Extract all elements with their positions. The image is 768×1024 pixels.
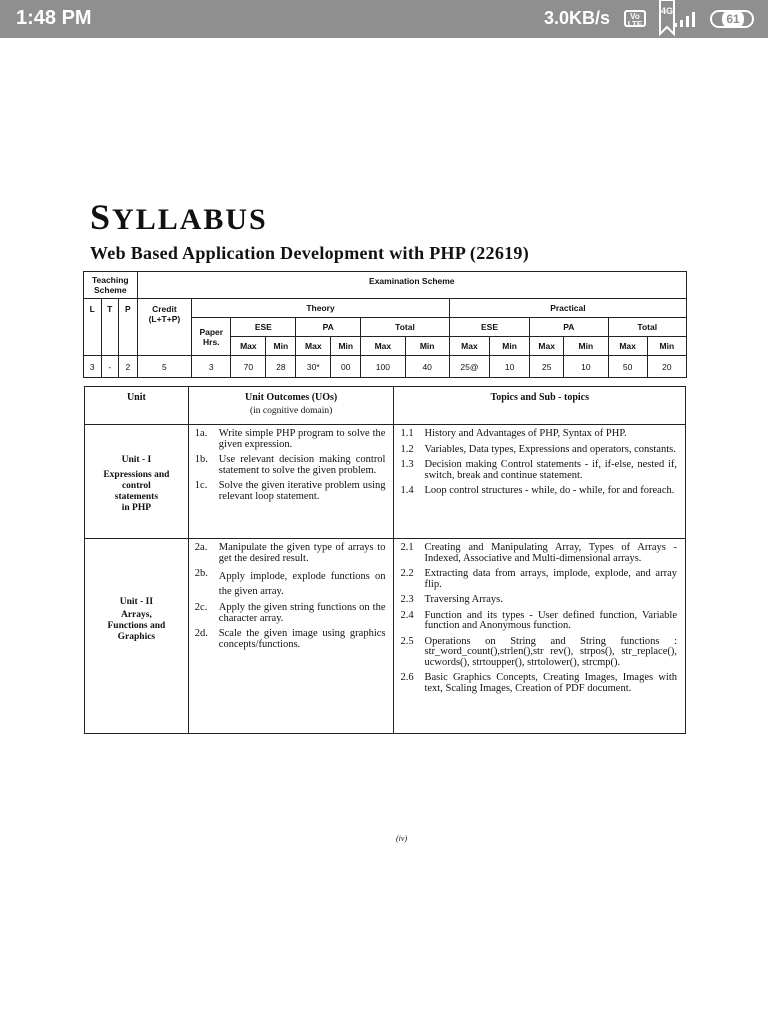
page-title bbox=[90, 196, 268, 238]
scheme-table bbox=[83, 271, 687, 378]
unit-column-header bbox=[85, 387, 189, 425]
scheme-value: 30* bbox=[296, 356, 331, 378]
topic-number: 2.1 bbox=[400, 542, 414, 553]
theory-header: Theory bbox=[192, 299, 450, 318]
unit-name-line: Graphics bbox=[117, 632, 156, 642]
outcome-number: 2d. bbox=[194, 628, 208, 639]
unit-name-line: Unit - I bbox=[121, 455, 152, 465]
outcome-number: 1b. bbox=[194, 454, 208, 465]
scheme-value: 20 bbox=[647, 356, 686, 378]
topic-text: Loop control structures - while, do - while, for and foreach. bbox=[424, 485, 675, 496]
scheme-value: 3 bbox=[84, 356, 102, 378]
scheme-value: 3 bbox=[192, 356, 231, 378]
outcome-number: 1c. bbox=[194, 480, 208, 491]
topics-header-label: Topics and Sub - topics bbox=[490, 392, 590, 403]
list-item bbox=[189, 569, 394, 599]
col-P: P bbox=[119, 299, 138, 356]
min-header: Min bbox=[405, 337, 449, 356]
topic-number: 2.6 bbox=[400, 672, 414, 683]
unit-name-cell bbox=[85, 539, 189, 734]
scheme-value: 10 bbox=[564, 356, 608, 378]
outcome-number: 2a. bbox=[194, 542, 208, 553]
list-item bbox=[394, 543, 685, 564]
unit-name-line: statements bbox=[114, 492, 159, 502]
max-header: Max bbox=[231, 337, 266, 356]
topic-number: 2.2 bbox=[400, 568, 414, 579]
topic-text: Operations on String and String functions : str_word_count(),strlen(),str rev(), strpos(), str_replace(), ucwords(), strtoupper(), strtolower(), strcmp(). bbox=[424, 635, 677, 668]
scheme-values-row bbox=[84, 356, 687, 378]
max-header: Max bbox=[449, 337, 489, 356]
outcome-text: Write simple PHP program to solve the given expression. bbox=[218, 428, 386, 450]
max-header: Max bbox=[608, 337, 647, 356]
outcome-number: 1a. bbox=[194, 428, 208, 439]
scheme-value: 00 bbox=[331, 356, 361, 378]
min-header: Min bbox=[647, 337, 686, 356]
outcome-text: Use relevant decision making control statement to solve the given problem. bbox=[218, 454, 386, 476]
topic-text: Basic Graphics Concepts, Creating Images, Images with text, Scaling Images, Creation of PDF document. bbox=[424, 672, 677, 694]
practical-pa: PA bbox=[530, 318, 608, 337]
outcomes-cell bbox=[188, 539, 394, 734]
topic-number: 1.1 bbox=[400, 428, 414, 439]
outcome-text: Manipulate the given type of arrays to get the desired result. bbox=[218, 542, 386, 564]
theory-ese: ESE bbox=[231, 318, 296, 337]
list-item bbox=[394, 445, 685, 456]
list-item bbox=[394, 637, 685, 669]
min-header: Min bbox=[266, 337, 296, 356]
list-item bbox=[189, 455, 394, 476]
scheme-value: 28 bbox=[266, 356, 296, 378]
volte-icon: Vo LTE bbox=[624, 10, 646, 27]
topics-cell bbox=[394, 539, 686, 734]
list-item bbox=[394, 486, 685, 497]
unit-name-cell bbox=[85, 425, 189, 539]
network-type: 4G bbox=[661, 6, 674, 16]
outcome-number: 2b. bbox=[194, 568, 208, 579]
scheme-value: 10 bbox=[490, 356, 530, 378]
topic-number: 2.3 bbox=[400, 594, 414, 605]
topic-number: 2.4 bbox=[400, 609, 414, 621]
scheme-value: 40 bbox=[405, 356, 449, 378]
page-number: (iv) bbox=[396, 834, 408, 843]
col-T: T bbox=[101, 299, 119, 356]
max-header: Max bbox=[296, 337, 331, 356]
practical-total: Total bbox=[608, 318, 686, 337]
unit-name-line: control bbox=[121, 481, 151, 491]
theory-total: Total bbox=[361, 318, 450, 337]
practical-header: Practical bbox=[449, 299, 686, 318]
scheme-value: 2 bbox=[119, 356, 138, 378]
topic-text: Extracting data from arrays, implode, explode, and array flip. bbox=[424, 568, 677, 590]
status-time: 1:48 PM bbox=[16, 7, 92, 29]
examination-scheme-header: Examination Scheme bbox=[137, 272, 686, 299]
topic-text: Creating and Manipulating Array, Types of Arrays - Indexed, Associative and Multi-dimensional arrays. bbox=[424, 542, 677, 564]
col-L: L bbox=[84, 299, 102, 356]
list-item bbox=[394, 595, 685, 606]
scheme-value: - bbox=[101, 356, 119, 378]
scheme-value: 25@ bbox=[449, 356, 489, 378]
outcome-text: Apply implode, explode functions on the given array. bbox=[218, 571, 386, 597]
outcome-text: Solve the given iterative problem using relevant loop statement. bbox=[218, 480, 386, 502]
list-item bbox=[394, 569, 685, 590]
topic-text: Variables, Data types, Expressions and operators, constants. bbox=[424, 443, 676, 455]
table-row bbox=[85, 539, 686, 734]
unit-header-label: Unit bbox=[126, 392, 146, 403]
scheme-value: 5 bbox=[137, 356, 192, 378]
paper-hrs-header: Paper Hrs. bbox=[192, 318, 231, 356]
list-item bbox=[394, 673, 685, 694]
list-item bbox=[394, 460, 685, 481]
table-row bbox=[85, 425, 686, 539]
topic-number: 1.4 bbox=[400, 485, 414, 496]
unit-name-line: Expressions and bbox=[103, 470, 170, 480]
network-speed: 3.0KB/s bbox=[544, 8, 611, 28]
min-header: Min bbox=[331, 337, 361, 356]
list-item bbox=[394, 429, 685, 440]
outcome-text: Apply the given string functions on the character array. bbox=[218, 602, 386, 624]
unit-name-line: Arrays, bbox=[120, 610, 152, 620]
min-header: Min bbox=[564, 337, 608, 356]
signal-icon bbox=[674, 11, 700, 27]
uo-column-header bbox=[188, 387, 394, 425]
topic-text: Traversing Arrays. bbox=[424, 594, 503, 605]
unit-name-line: in PHP bbox=[121, 503, 152, 513]
unit-name-line: Unit - II bbox=[119, 597, 154, 607]
list-item bbox=[189, 481, 394, 502]
uo-header-sub: (in cognitive domain) bbox=[249, 406, 333, 416]
outcomes-cell bbox=[188, 425, 394, 539]
topic-text: History and Advantages of PHP, Syntax of PHP. bbox=[424, 428, 627, 439]
scheme-value: 100 bbox=[361, 356, 405, 378]
uo-header-label: Unit Outcomes (UOs) bbox=[245, 392, 338, 403]
outcome-number: 2c. bbox=[194, 602, 208, 613]
list-item bbox=[189, 603, 394, 624]
max-header: Max bbox=[361, 337, 405, 356]
topics-cell bbox=[394, 425, 686, 539]
practical-ese: ESE bbox=[449, 318, 529, 337]
list-item bbox=[189, 429, 394, 450]
scheme-value: 70 bbox=[231, 356, 266, 378]
status-bar bbox=[0, 0, 768, 38]
battery-level: 61 bbox=[722, 10, 744, 28]
scheme-value: 50 bbox=[608, 356, 647, 378]
units-table bbox=[84, 386, 686, 734]
theory-pa: PA bbox=[296, 318, 361, 337]
unit-name-line: Functions and bbox=[107, 621, 166, 631]
title-rest: YLLABUS bbox=[112, 203, 268, 236]
scheme-value: 25 bbox=[530, 356, 564, 378]
battery-icon bbox=[710, 10, 754, 28]
list-item bbox=[394, 611, 685, 632]
teaching-scheme-header: Teaching Scheme bbox=[84, 272, 138, 299]
list-item bbox=[189, 543, 394, 564]
min-header: Min bbox=[490, 337, 530, 356]
topic-number: 1.2 bbox=[400, 443, 414, 455]
credit-header: Credit (L+T+P) bbox=[137, 299, 192, 356]
topic-number: 2.5 bbox=[400, 635, 414, 647]
outcome-text: Scale the given image using graphics concepts/functions. bbox=[218, 628, 386, 650]
topic-text: Decision making Control statements - if, if-else, nested if, switch, break and continue statement. bbox=[424, 459, 677, 481]
topic-number: 1.3 bbox=[400, 459, 414, 470]
course-title: Web Based Application Development with PHP (22619) bbox=[90, 243, 530, 263]
list-item bbox=[189, 629, 394, 650]
title-initial: S bbox=[90, 197, 113, 237]
topics-column-header bbox=[394, 387, 686, 425]
topic-text: Function and its types - User defined function, Variable function and Anonymous function. bbox=[424, 609, 677, 631]
max-header: Max bbox=[530, 337, 564, 356]
